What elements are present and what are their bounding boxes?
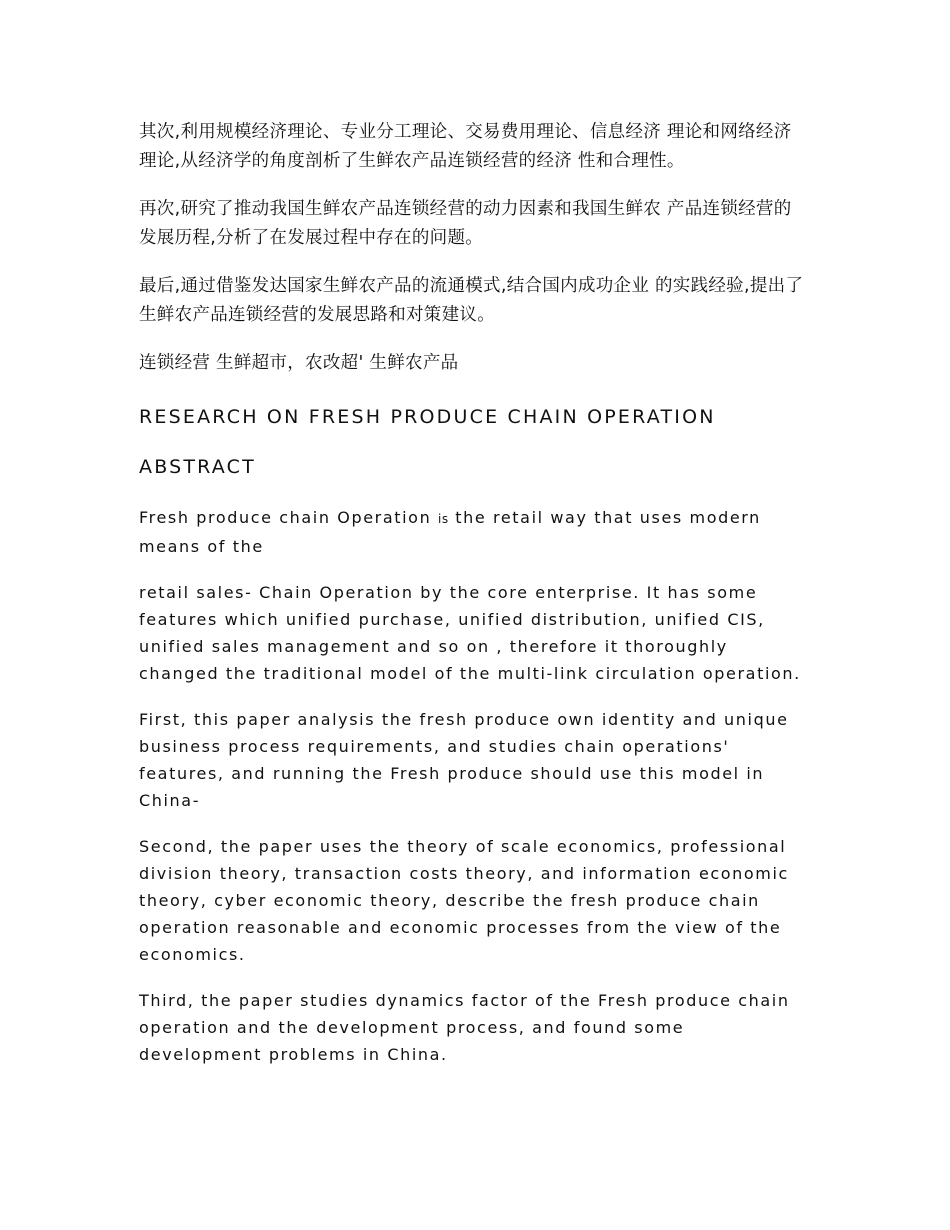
en-intro-end: the retail way that uses modern means of the xyxy=(139,508,761,556)
en-paragraph-intro xyxy=(139,504,809,560)
en-paragraph-third: Third, the paper studies dynamics factor of the Fresh produce chain operation and the development process, and found some development problems in China. xyxy=(139,991,790,1064)
cn-paragraph-second: 其次,利用规模经济理论、专业分工理论、交易费用理论、信息经济 理论和网络经济理论,从经济学的角度剖析了生鲜农产品连锁经营的经济 性和合理性。 xyxy=(139,122,792,171)
document-page xyxy=(139,118,809,1087)
english-title: RESEARCH ON FRESH PRODUCE CHAIN OPERATION xyxy=(139,406,716,428)
en-paragraph-retail: retail sales- Chain Operation by the core enterprise. It has some features which unified purchase, unified distribution, unified CIS, unified sales management and so on , therefore it thoroughly changed the traditional model of the multi-link circulation operation. xyxy=(139,583,801,683)
en-paragraph-first: First, this paper analysis the fresh produce own identity and unique business process requirements, and studies chain operations' features, and running the Fresh produce should use this model in China- xyxy=(139,710,789,810)
cn-paragraph-finally: 最后,通过借鉴发达国家生鲜农产品的流通模式,结合国内成功企业 的实践经验,提出了生鲜农产品连锁经营的发展思路和对策建议。 xyxy=(139,276,804,325)
en-intro-start: Fresh produce chain Operation xyxy=(139,508,438,527)
abstract-heading: ABSTRACT xyxy=(139,456,256,478)
cn-keywords: 连锁经营 生鲜超市，农改超' 生鲜农产品 xyxy=(139,353,459,373)
cn-paragraph-third: 再次,研究了推动我国生鲜农产品连锁经营的动力因素和我国生鲜农 产品连锁经营的发展历程,分析了在发展过程中存在的问题。 xyxy=(139,199,792,248)
en-paragraph-second: Second, the paper uses the theory of scale economics, professional division theory, transaction costs theory, and information economic theory, cyber economic theory, describe the fresh produce chain operation reasonable and economic processes from the view of the economics. xyxy=(139,837,789,964)
en-intro-is: is xyxy=(438,512,449,526)
